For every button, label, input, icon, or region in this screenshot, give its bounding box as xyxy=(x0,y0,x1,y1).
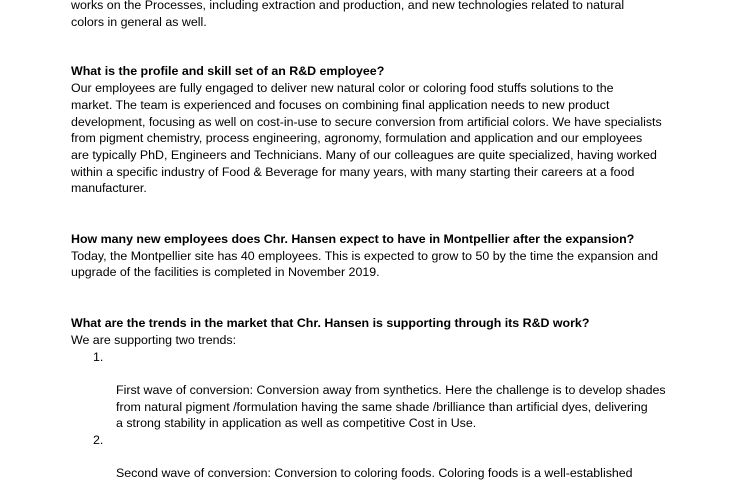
answer-paragraph: Our employees are fully engaged to deliver new natural color or coloring food stuffs solutions to the market. The team is experienced and focuses on combining final application needs to new product development, focusing as well on cost-in-use to secure conversion from artificial colors. We have specialists from pigment chemistry, process engineering, agronomy, formulation and application and our employees are typically PhD, Engineers and Technicians. Many of our colleagues are quite specialized, having worked within a specific industry of Food & Beverage for many years, with many starting their careers at a food manufacturer. xyxy=(71,81,662,196)
trends-list xyxy=(71,349,691,482)
answer-paragraph: We are supporting two trends: xyxy=(71,332,237,347)
spacer xyxy=(71,281,691,315)
intro-paragraph: works on the Processes, including extraction and production, and new technologies related to natural colors in general as well. xyxy=(71,0,625,29)
list-item xyxy=(71,432,691,482)
question-heading: How many new employees does Chr. Hansen expect to have in Montpellier after the expansion? xyxy=(71,232,635,247)
list-item-text: Second wave of conversion: Conversion to coloring foods. Coloring foods is a well-established xyxy=(116,466,633,481)
list-item-number: 1. xyxy=(93,349,104,364)
spacer xyxy=(71,197,691,231)
question-heading: What is the profile and skill set of an R&D employee? xyxy=(71,64,385,79)
list-item-number: 2. xyxy=(93,433,104,448)
spacer xyxy=(71,30,691,63)
answer-paragraph: Today, the Montpellier site has 40 employees. This is expected to grow to 50 by the time the expansion and upgrade of the facilities is completed in November 2019. xyxy=(71,248,659,280)
document-page xyxy=(71,0,691,482)
list-item xyxy=(71,349,691,433)
list-item-text: First wave of conversion: Conversion away from synthetics. Here the challenge is to develop shades from natural pigment /formulation having the same shade /brilliance than artificial dyes, delivering a strong stability in application as well as competitive Cost in Use. xyxy=(116,382,666,431)
question-heading: What are the trends in the market that Chr. Hansen is supporting through its R&D work? xyxy=(71,316,590,331)
